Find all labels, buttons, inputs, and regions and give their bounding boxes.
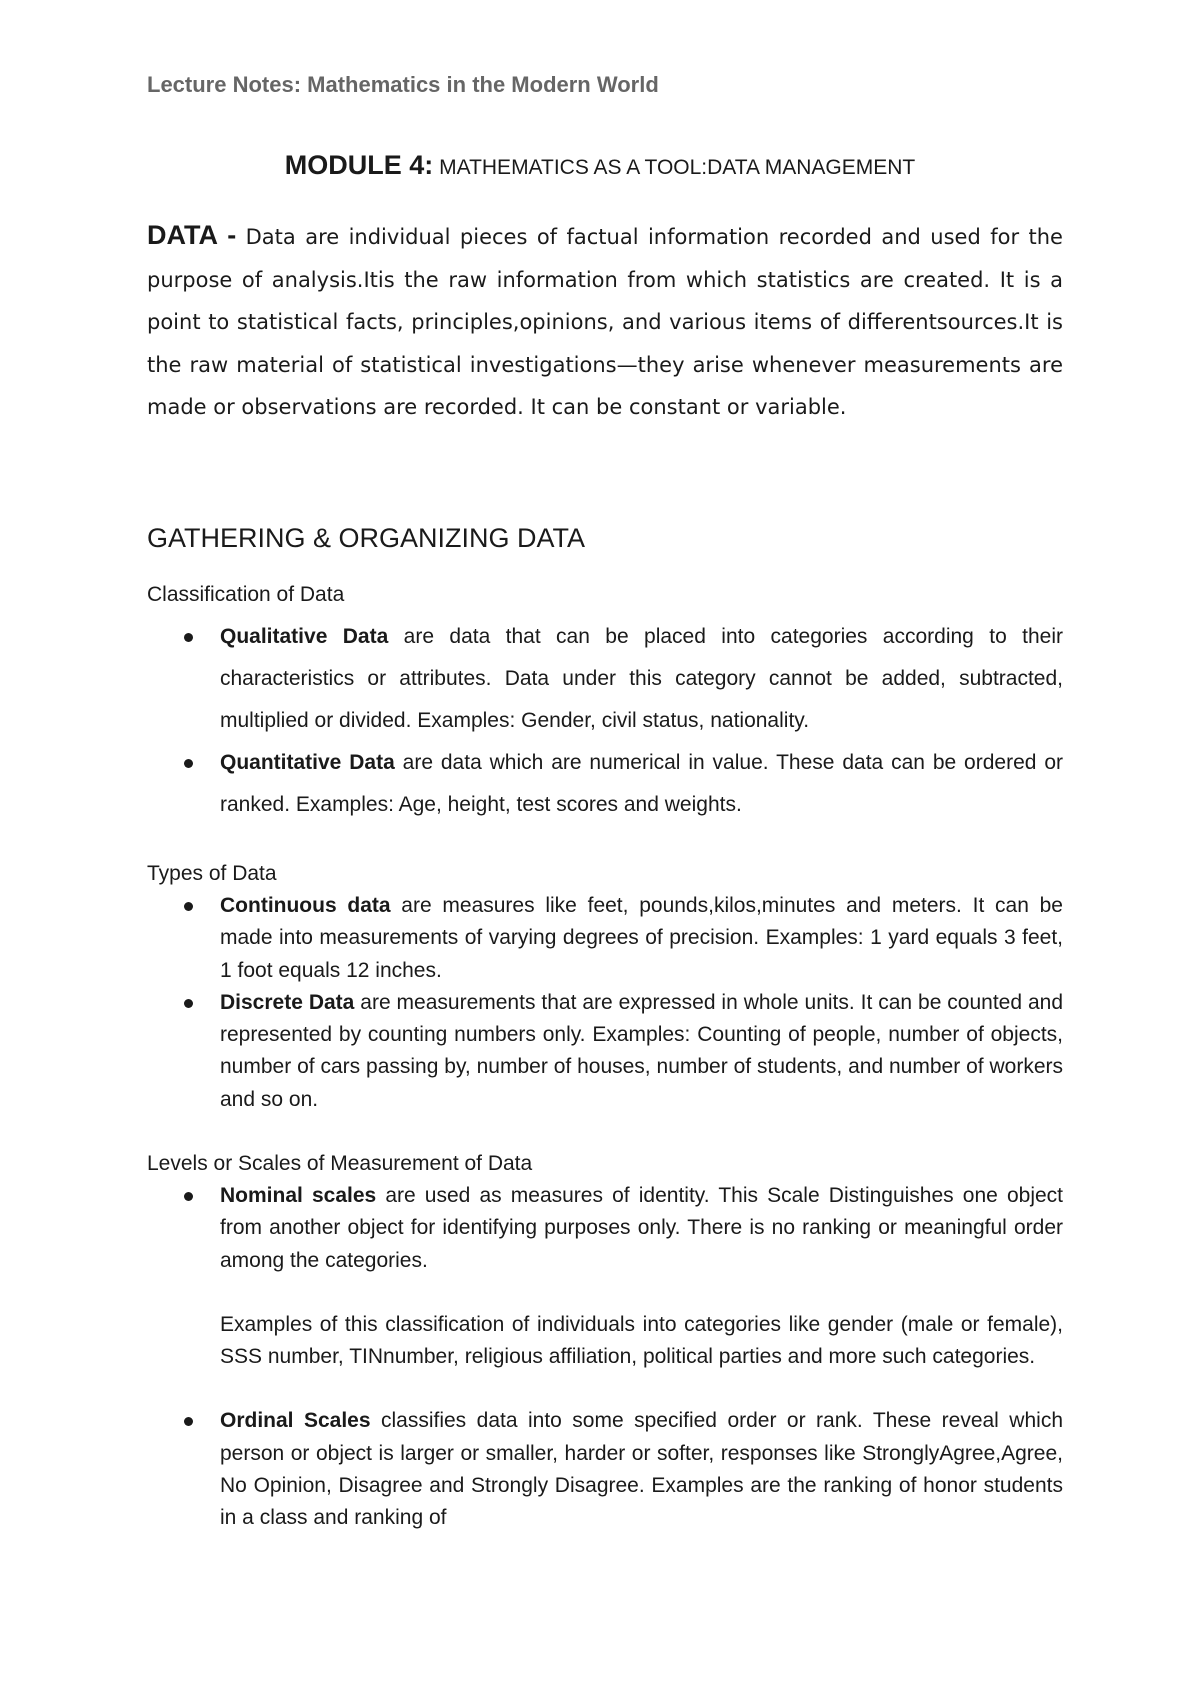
types-heading: Types of Data <box>147 862 277 885</box>
bullet-icon <box>184 1417 193 1426</box>
classification-list <box>147 616 1063 826</box>
types-section <box>147 858 1063 1116</box>
bullet-icon <box>184 902 193 911</box>
levels-section <box>147 1148 1063 1535</box>
list-item <box>147 1405 1063 1534</box>
list-item-text: are measurements that are expressed in whole units. It can be counted and represented by counting numbers only. Examples: Counting of people, number of objects, number of cars passing by, number of houses, number of students, and number of workers and so on. <box>220 990 1064 1111</box>
list-item-term: Quantitative Data <box>220 751 395 774</box>
section-heading: GATHERING & ORGANIZING DATA <box>147 523 586 553</box>
list-item-text: are measures like feet, pounds,kilos,minutes and meters. It can be made into measurements of varying degrees of precision. Examples: 1 yard equals 3 feet, 1 foot equals 12 inches. <box>220 894 1063 982</box>
list-item-text: are used as measures of identity. This Scale Distinguishes one object from another object for identifying purposes only. There is no ranking or meaningful order among the categories. <box>220 1184 1063 1272</box>
list-item-term: Continuous data <box>220 894 391 917</box>
list-item-text: are data that can be placed into categories according to their characteristics or attributes. Data under this category cannot be added, subtracted, multiplied or divided. Examples: Gender, civil status, nationality. <box>220 625 1063 732</box>
bullet-icon <box>184 1192 193 1201</box>
page-header: Lecture Notes: Mathematics in the Modern World <box>147 72 659 97</box>
list-item-term: Discrete Data <box>220 990 355 1014</box>
levels-heading: Levels or Scales of Measurement of Data <box>147 1152 533 1175</box>
nominal-examples: Examples of this classification of individuals into categories like gender (male or female), SSS number, TINnumber, religious affiliation, political parties and more such categories. <box>220 1312 1063 1369</box>
module-title <box>0 150 1200 181</box>
bullet-icon <box>184 999 193 1008</box>
levels-list <box>147 1180 1063 1535</box>
data-term: DATA - <box>147 220 237 250</box>
types-list <box>147 890 1063 1116</box>
list-item <box>147 1180 1063 1405</box>
list-item-term: Qualitative Data <box>220 625 389 648</box>
bullet-icon <box>184 633 193 642</box>
spacer <box>220 1373 1063 1405</box>
list-item-text: are data which are numerical in value. These data can be ordered or ranked. Examples: Age, height, test scores and weights. <box>220 751 1063 816</box>
classification-heading: Classification of Data <box>147 583 345 606</box>
spacer <box>220 1277 1063 1309</box>
list-item-term: Nominal scales <box>220 1184 377 1207</box>
list-item-term: Ordinal Scales <box>220 1409 371 1433</box>
module-label: MODULE 4: <box>284 150 434 180</box>
list-item <box>147 890 1063 987</box>
bullet-icon <box>184 759 193 768</box>
data-definition <box>147 214 1063 429</box>
module-subtitle: MATHEMATICS AS A TOOL:DATA MANAGEMENT <box>439 156 916 179</box>
list-item <box>147 616 1063 742</box>
list-item <box>147 987 1063 1116</box>
list-item <box>147 742 1063 826</box>
classification-section <box>147 574 1063 826</box>
data-definition-text: Data are individual pieces of factual information recorded and used for the purpose of analysis.Itis the raw information from which statistics are created. It is a point to statistical facts, principles,opinions, and various items of differentsources.It is the raw material of statistical investigations—they arise whenever measurements are made or observations are recorded. It can be constant or variable. <box>147 225 1063 419</box>
list-item-text: classifies data into some specified order or rank. These reveal which person or object is larger or smaller, harder or softer, responses like StronglyAgree,Agree, No Opinion, Disagree and Strongly Disagree. Examples are the ranking of honor students in a class and ranking of <box>220 1409 1063 1530</box>
